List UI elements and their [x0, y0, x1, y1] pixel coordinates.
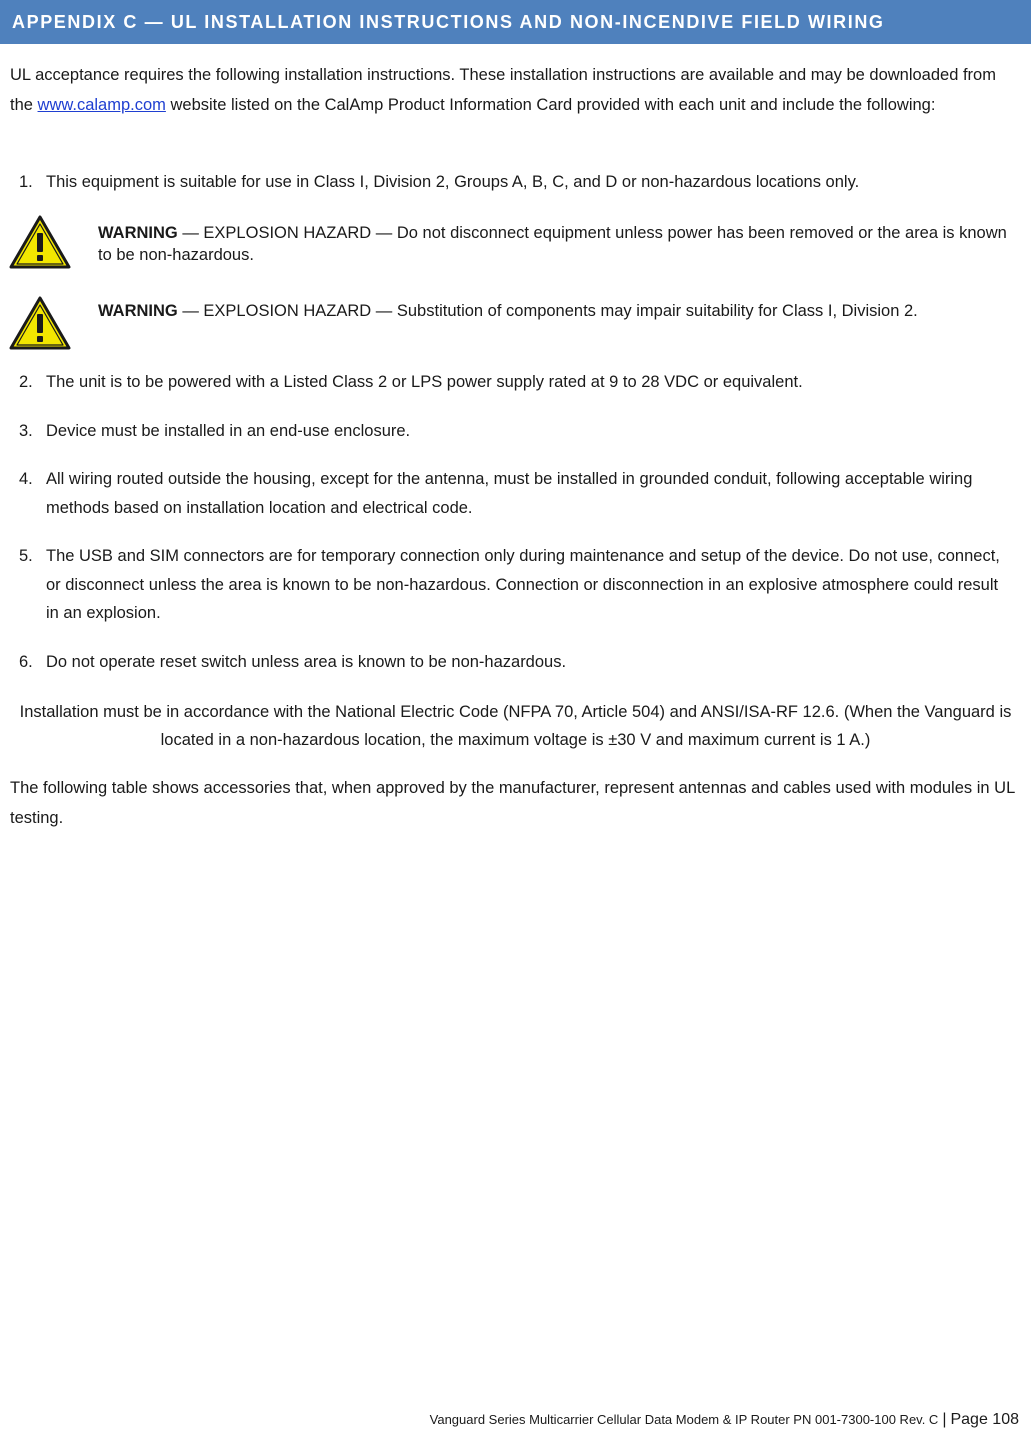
list-item	[19, 417, 1009, 446]
page-footer	[430, 1410, 1019, 1430]
list-item-number: 1.	[19, 173, 33, 191]
list-item-text: Device must be installed in an end-use enclosure.	[46, 422, 411, 440]
warning-label: WARNING	[98, 224, 178, 242]
warning-triangle-icon	[8, 295, 72, 351]
page-number: Page 108	[950, 1411, 1019, 1428]
intro-text-after: website listed on the CalAmp Product Information Card provided with each unit and include the following:	[165, 96, 936, 114]
list-item	[19, 542, 1009, 628]
warning-body: — EXPLOSION HAZARD — Do not disconnect equipment unless power has been removed or the area is known to be non-hazardous.	[98, 224, 1007, 264]
list-item-text: The USB and SIM connectors are for temporary connection only during maintenance and setup of the device. Do not use, connect, or disconnect unless the area is known to be non-hazardous. Connection or disconnection in an explosive atmosphere could result in an explosion.	[46, 547, 1000, 622]
intro-text-before: UL acceptance requires the following installation instructions. These installation instructions are available and may be downloaded from the	[10, 66, 996, 114]
list-item-number: 2.	[19, 373, 33, 391]
list-item	[19, 368, 1009, 397]
footer-doc-title: Vanguard Series Multicarrier Cellular Data Modem & IP Router PN 001-7300-100 Rev. C	[429, 1412, 939, 1427]
warning-message	[98, 300, 1008, 322]
list-item	[19, 168, 1009, 197]
warning-message	[98, 222, 1008, 266]
list-item-number: 5.	[19, 547, 33, 565]
table-intro-paragraph: The following table shows accessories that, when approved by the manufacturer, represent antennas and cables used with modules in UL testing.	[10, 779, 1015, 827]
list-item-number: 6.	[19, 653, 33, 671]
list-item-text: This equipment is suitable for use in Class I, Division 2, Groups A, B, C, and D or non-hazardous locations only.	[46, 173, 860, 191]
list-item	[19, 465, 1009, 522]
installation-note: Installation must be in accordance with the National Electric Code (NFPA 70, Article 504) and ANSI/ISA-RF 12.6. (When the Vanguard is located in a non-hazardous location, the maximum voltage is ±30 V and maximum current is 1 A.)	[19, 703, 1012, 749]
list-item-number: 4.	[19, 470, 33, 488]
appendix-header: APPENDIX C — UL INSTALLATION INSTRUCTIONS AND NON-INCENDIVE FIELD WIRING	[0, 0, 1031, 44]
warning-label: WARNING	[98, 302, 178, 320]
list-item-text: All wiring routed outside the housing, except for the antenna, must be installed in grounded conduit, following acceptable wiring methods based on installation location and electrical code.	[46, 470, 973, 517]
calamp-link[interactable]: www.calamp.com	[37, 96, 166, 114]
warning-body: — EXPLOSION HAZARD — Substitution of components may impair suitability for Class I, Division 2.	[177, 302, 918, 320]
footer-separator: |	[942, 1411, 947, 1428]
warning-triangle-icon	[8, 214, 72, 270]
list-item-text: The unit is to be powered with a Listed Class 2 or LPS power supply rated at 9 to 28 VDC or equivalent.	[46, 373, 803, 391]
list-item-text: Do not operate reset switch unless area is known to be non-hazardous.	[46, 653, 567, 671]
intro-paragraph	[10, 60, 1020, 120]
list-item	[19, 648, 1009, 677]
list-item-number: 3.	[19, 422, 33, 440]
